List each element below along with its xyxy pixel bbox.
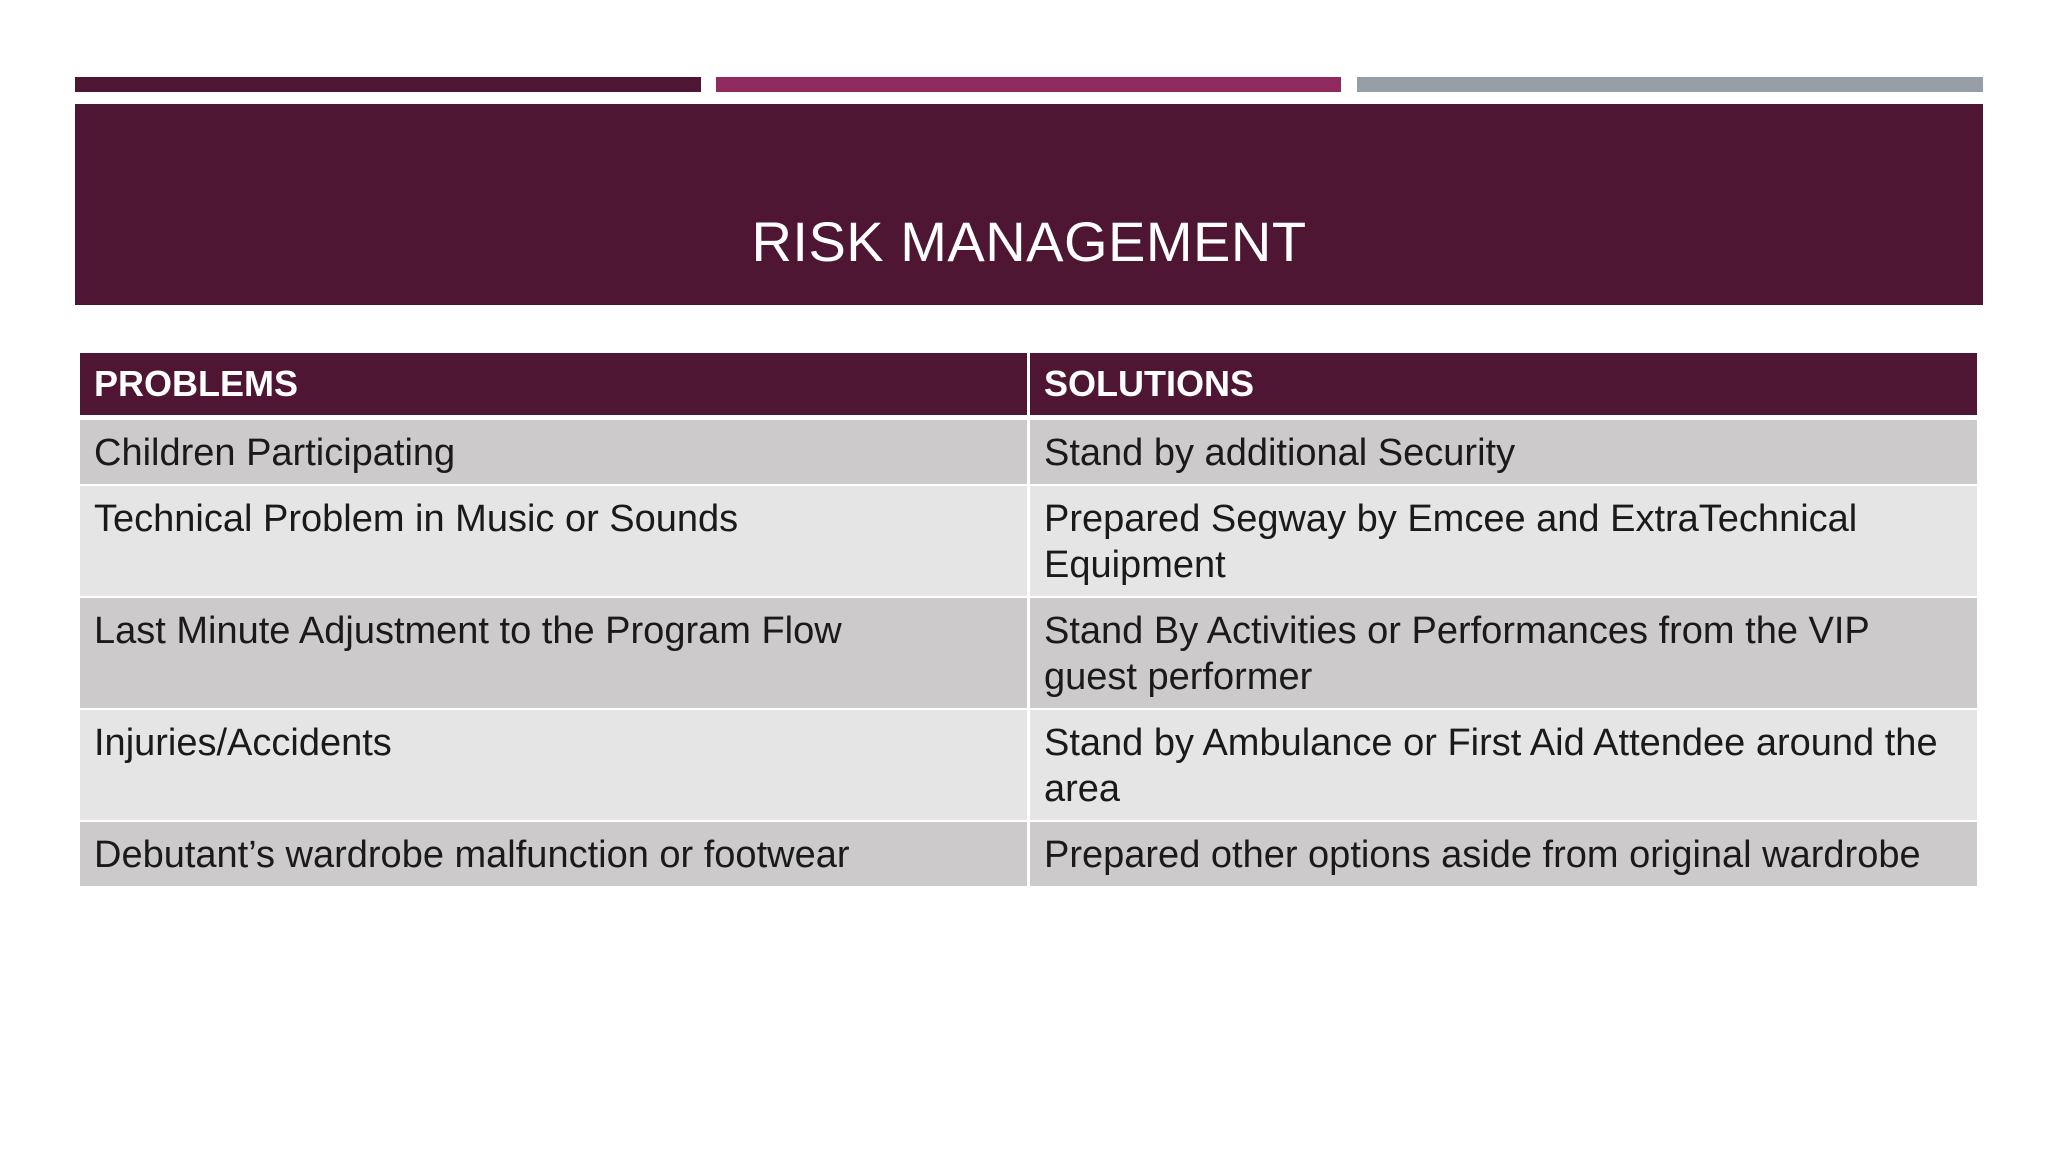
- solution-cell: Stand By Activities or Performances from the VIP guest performer: [1029, 597, 1979, 709]
- table-row: [79, 821, 1979, 886]
- solution-cell: Stand by additional Security: [1029, 418, 1979, 486]
- accent-bar-gray: [1357, 77, 1983, 92]
- table-header-row: [79, 353, 1979, 418]
- problem-cell: Debutant’s wardrobe malfunction or footwear: [79, 821, 1029, 886]
- accent-bar-magenta: [716, 77, 1341, 92]
- problem-cell: Injuries/Accidents: [79, 709, 1029, 821]
- table-row: [79, 597, 1979, 709]
- slide-title: RISK MANAGEMENT: [751, 210, 1307, 273]
- accent-bar-dark: [75, 77, 701, 92]
- risk-table: [77, 353, 1980, 886]
- header-problems: PROBLEMS: [79, 353, 1029, 418]
- solution-cell: Prepared Segway by Emcee and ExtraTechnical Equipment: [1029, 485, 1979, 597]
- problem-cell: Last Minute Adjustment to the Program Flow: [79, 597, 1029, 709]
- solution-cell: Stand by Ambulance or First Aid Attendee around the area: [1029, 709, 1979, 821]
- table-row: [79, 485, 1979, 597]
- header-solutions: SOLUTIONS: [1029, 353, 1979, 418]
- problem-cell: Technical Problem in Music or Sounds: [79, 485, 1029, 597]
- table-row: [79, 418, 1979, 486]
- table-row: [79, 709, 1979, 821]
- problem-cell: Children Participating: [79, 418, 1029, 486]
- solution-cell: Prepared other options aside from original wardrobe: [1029, 821, 1979, 886]
- title-band: [75, 104, 1983, 305]
